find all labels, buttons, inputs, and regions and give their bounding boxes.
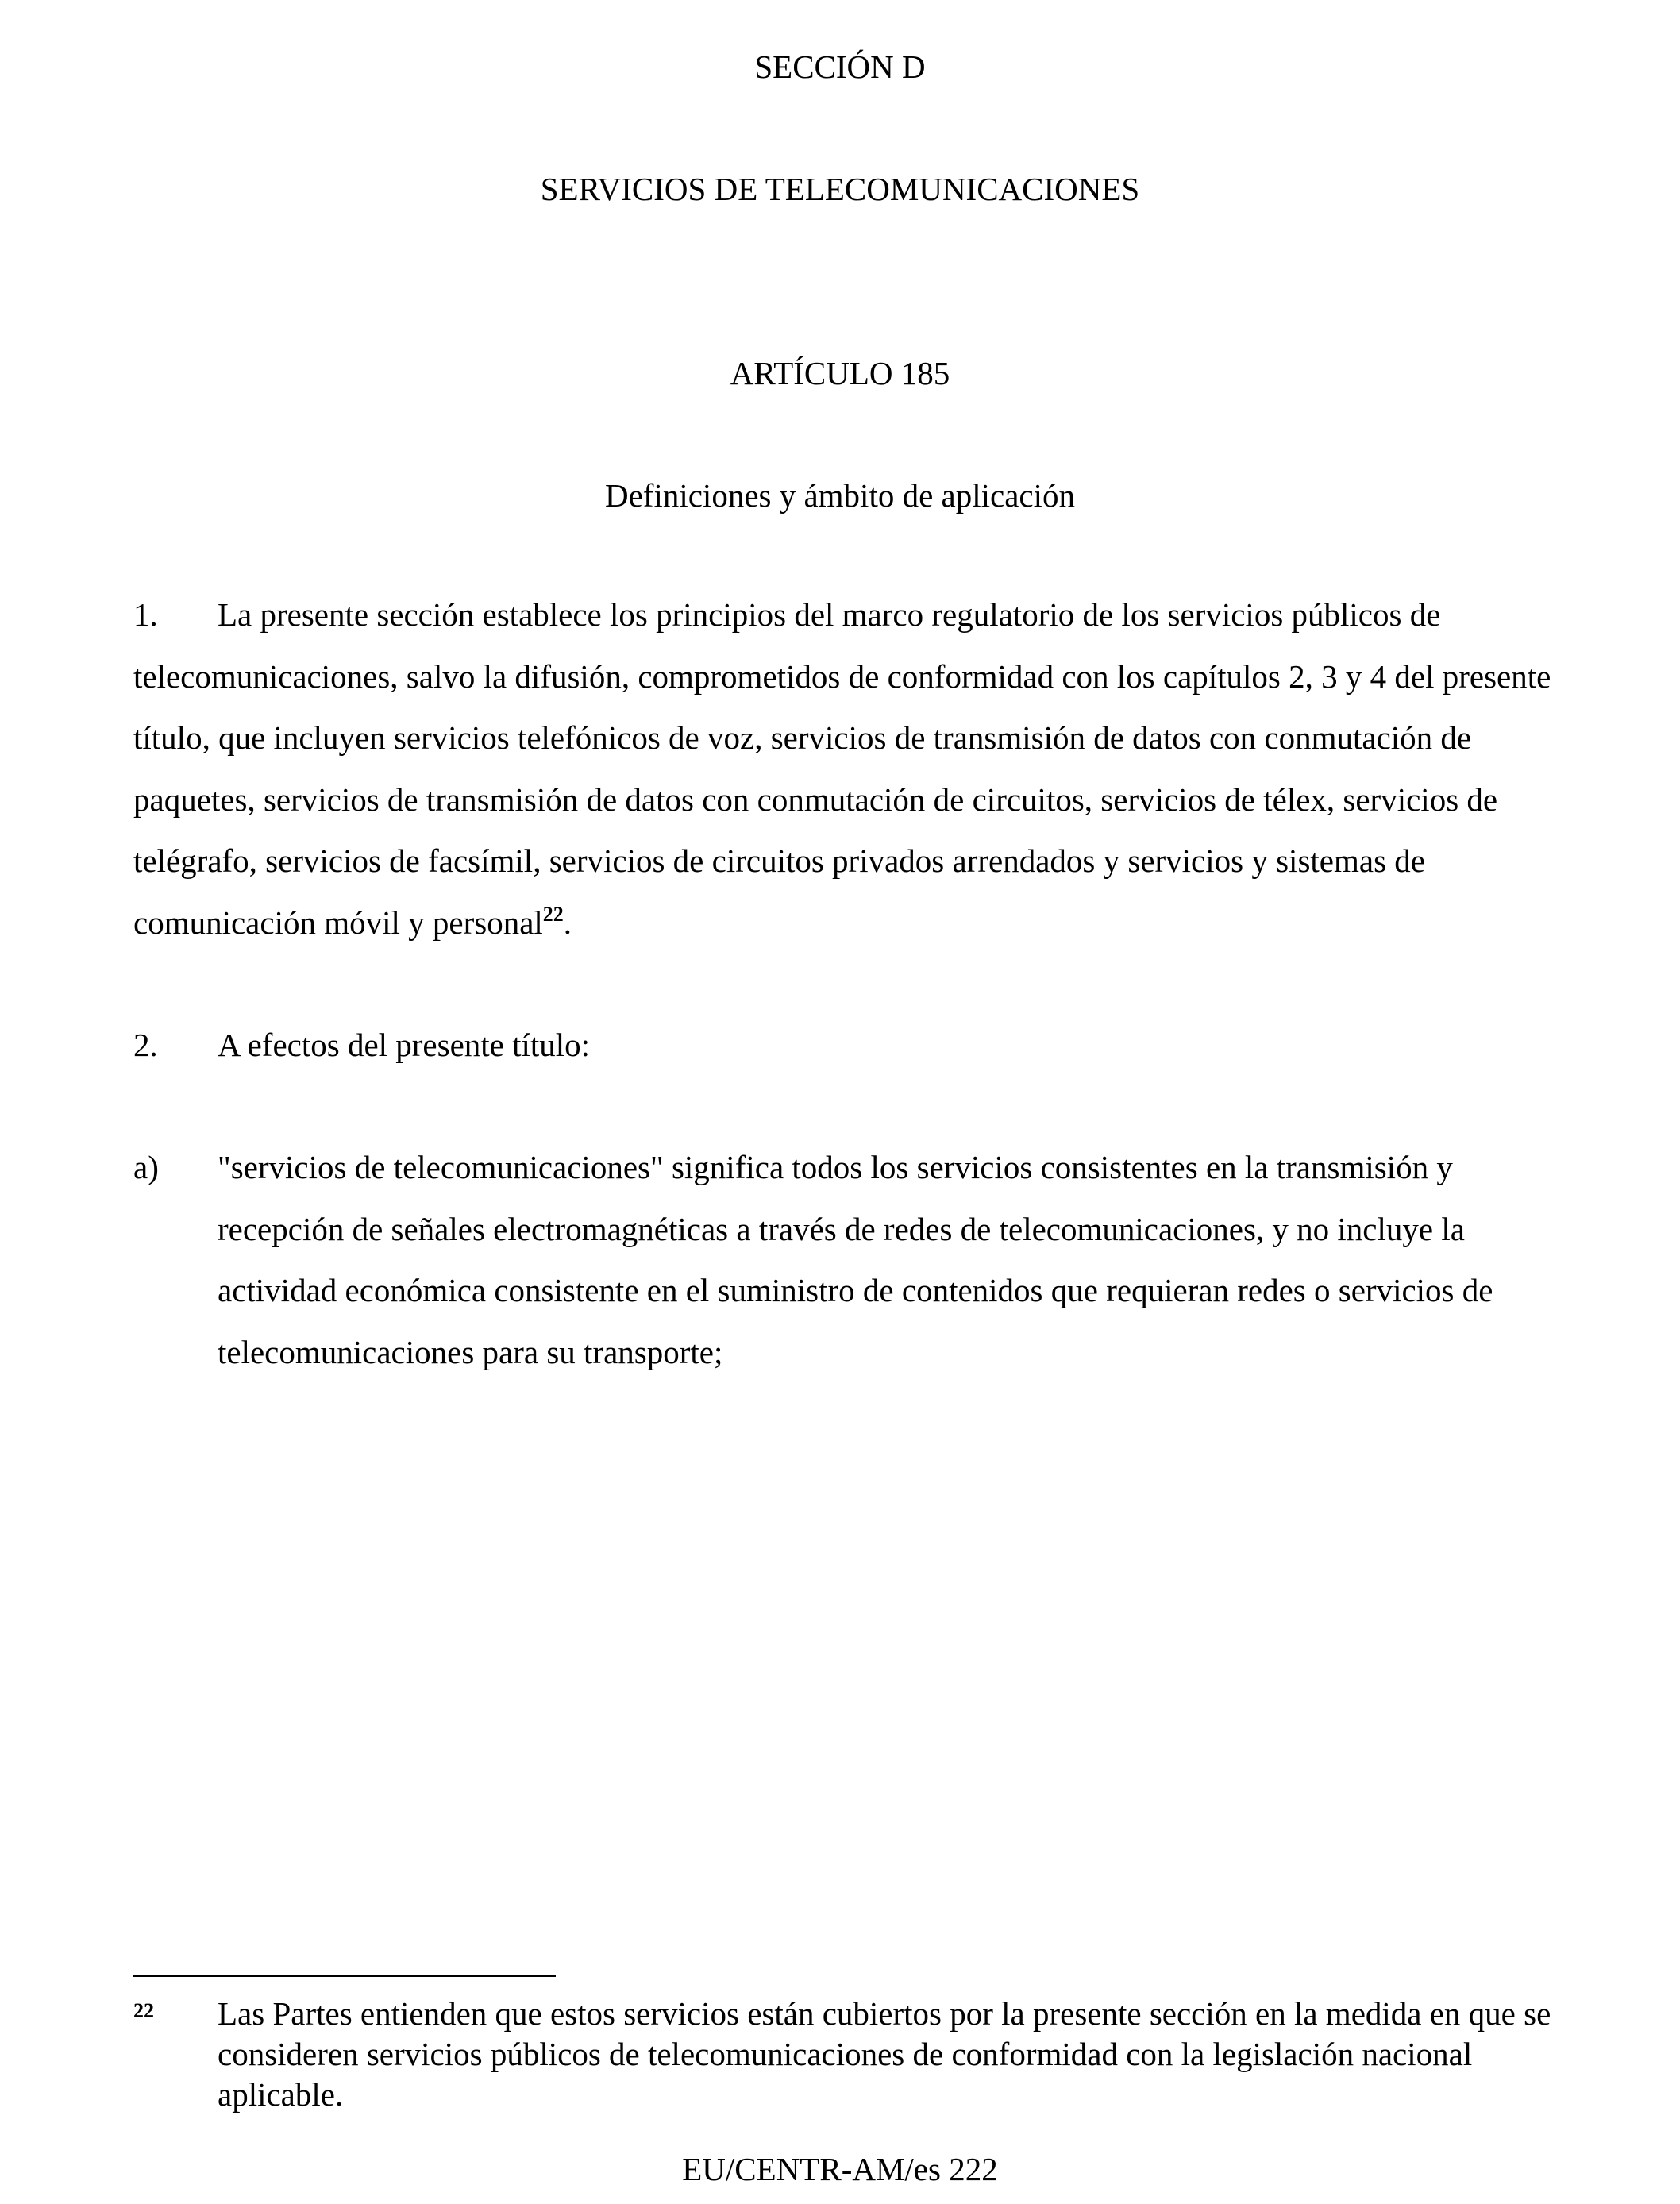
paragraph-1 [133,584,1562,954]
footnote-separator [133,1975,556,1977]
list-item-label: a) [133,1149,159,1185]
paragraph-text: A efectos del presente título: [218,1027,591,1063]
footnote [133,1994,1562,2115]
footnote-number: 22 [133,1999,154,2022]
page-footer: EU/CENTR-AM/es 222 [682,2151,998,2187]
footnote-reference[interactable]: 22 [542,902,564,926]
section-heading: SECCIÓN D [754,48,926,85]
section-title: SERVICIOS DE TELECOMUNICACIONES [540,171,1140,207]
list-item-a [133,1137,1562,1383]
article-heading: ARTÍCULO 185 [730,355,950,391]
list-item-text: "servicios de telecomunicaciones" significa todos los servicios consistentes en la transmisión y recepción de señales electromagnéticas a través de redes de telecomunicaciones, y no incluye la actividad económica consistente en el suministro de contenidos que requieran redes o servicios de telecomunicaciones para su transporte; [218,1149,1493,1370]
paragraph-number: 2. [133,1027,158,1063]
footnote-text: Las Partes entienden que estos servicios están cubiertos por la presente sección en la medida en que se consideren servicios públicos de telecomunicaciones de conformidad con la legislación nacional aplicable. [218,1995,1551,2113]
paragraph-text: La presente sección establece los principios del marco regulatorio de los servicios públicos de telecomunicaciones, salvo la difusión, comprometidos de conformidad con los capítulos 2, 3 y 4 del presente título, que incluyen servicios telefónicos de voz, servicios de transmisión de datos con conmutación de paquetes, servicios de transmisión de datos con conmutación de circuitos, servicios de télex, servicios de telégrafo, servicios de facsímil, servicios de circuitos privados arrendados y servicios y sistemas de comunicación móvil y personal [133,596,1551,941]
paragraph-number: 1. [133,596,158,633]
article-title: Definiciones y ámbito de aplicación [604,477,1076,514]
paragraph-trailing: . [563,904,572,941]
paragraph-2 [133,1015,1562,1077]
